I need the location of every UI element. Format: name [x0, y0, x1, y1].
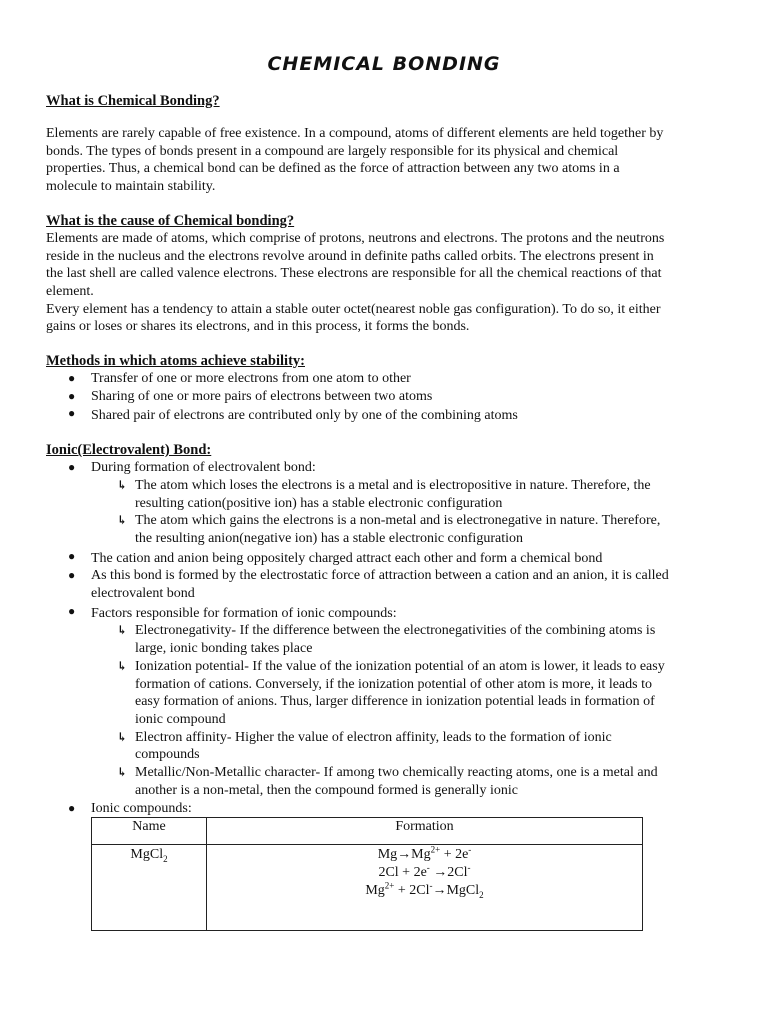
sub-list-item: ↳ Electron affinity- Higher the value of electron affinity, leads to the formation of ionic compounds: [117, 729, 612, 763]
table-row: [92, 845, 643, 931]
arrow-bullet-icon: ↳: [117, 765, 128, 780]
compound-name-cell: MgCl$_2$: [92, 845, 207, 931]
list-item: ● Ionic compounds:: [68, 800, 192, 816]
bullet-icon: ●: [68, 371, 76, 386]
arrow-bullet-icon: ↳: [117, 658, 128, 673]
list-item: ● As this bond is formed by the electrostatic force of attraction between a cation and an anion, it is called electrovalent bond: [68, 568, 669, 602]
sub-list: [91, 477, 718, 548]
methods-list: [46, 370, 718, 425]
equation-line: 2Cl + 2e- →2Cl-: [378, 862, 471, 880]
equation-line: $Mg^{2+}$ + 2Cl-→MgCl$_2$: [365, 879, 484, 900]
section-heading-methods: Methods in which atoms achieve stability:: [46, 353, 305, 370]
arrow-bullet-icon: ↳: [117, 477, 128, 492]
arrow-bullet-icon: ↳: [117, 729, 128, 744]
doc-title: CHEMICAL BONDING: [267, 53, 501, 75]
arrow-bullet-icon: ↳: [117, 623, 128, 638]
sub-list-item: ↳ Electronegativity- If the difference between the electronegativities of the combining atoms is large, ionic bonding takes place: [117, 623, 656, 657]
section-heading-ionic: Ionic(Electrovalent) Bond:: [46, 442, 212, 459]
sub-list-item: ↳ Ionization potential- If the value of the ionization potential of an atom is lower, it leads to easy formation of cations. Conversely, if the ionization potential of other atom is more, it leads to easy formation of anions. Thus, larger difference in ionization potential leads in formation of ionic compound: [117, 658, 665, 727]
document-body: [46, 92, 718, 931]
table-header-row: [92, 818, 643, 845]
ionic-list: [46, 459, 718, 817]
sub-list: [91, 622, 718, 799]
sub-list-item: ↳ The atom which loses the electrons is a metal and is electropositive in nature. Therefore, the resulting cation(positive ion) has a stable electronic configuration: [117, 477, 651, 511]
list-item: ● During formation of electrovalent bond: ↳ The atom which loses the electrons is a metal and is electropositive in nature. Therefore, the resulting cation(positive ion) has a stable electronic configuration ↳ The atom which gains the electrons is a non-metal and is electronegative in nature. Therefore, the resulting anion(negative ion) has a stable electronic configuration: [46, 459, 718, 548]
list-item: ● Transfer of one or more electrons from one atom to other: [68, 371, 411, 387]
bullet-icon: ●: [68, 460, 76, 475]
sub-list-item: ↳ Metallic/Non-Metallic character- If among two chemically reacting atoms, one is a metal and another is a non-metal, then the compound formed is generally ionic: [117, 765, 658, 798]
list-item: ● Sharing of one or more pairs of electrons between two atoms: [68, 388, 433, 404]
bullet-icon: ●: [68, 568, 76, 583]
section-heading-what-is: What is Chemical Bonding?: [46, 93, 220, 109]
list-item: ● The cation and anion being oppositely charged attract each other and form a chemical bond: [68, 548, 603, 566]
paragraph-what-is: Elements are rarely capable of free existence. In a compound, atoms of different elements are held together by bonds. The types of bonds present in a compound are largely responsible for its physical and chemical properties. Thus, a chemical bond can be defined as the force of attraction between any two atoms in a molecule to maintain stability.: [46, 126, 664, 195]
bullet-icon: ●: [68, 388, 76, 403]
section-heading-cause: What is the cause of Chemical bonding?: [46, 212, 295, 229]
equation-line: $Mg\to Mg^{2+} + 2e^-$: [377, 844, 472, 863]
ionic-compounds-table: [91, 817, 643, 931]
paragraph-cause: Elements are made of atoms, which comprise of protons, neutrons and electrons. The protons and the neutrons reside in the nucleus and the electrons revolve around in definite paths called orbits. The electrons present in the last shell are called valence electrons. These electrons are responsible for all the chemical reactions of that element. Every element has a tendency to attain a stable outer octet(nearest noble gas configuration). To do so, it either gains or loses or shares its electrons, and in this process, it forms the bonds.: [46, 230, 665, 335]
arrow-bullet-icon: ↳: [117, 513, 128, 528]
bullet-icon: ●: [68, 406, 76, 421]
list-item: ● Factors responsible for formation of ionic compounds: ↳ Electronegativity- If the difference between the electronegativities of the combining atoms is large, ionic bonding takes place ↳ Ionization potential- If the value of the ionization potential of an atom is lower, it leads to easy formation of cations. Conversely, if the ionization potential of other atom is more, it leads to easy formation of anions. Thus, larger difference in ionization potential leads in formation of ionic compound ↳ Electron affinity- Higher the value of electron affinity, leads to the formation of ionic compounds ↳ Metallic/Non-Metallic character- If among two chemically reacting atoms, one is a metal and another is a non-metal, then the compound formed is generally ionic: [46, 603, 718, 800]
bullet-icon: ●: [68, 548, 76, 563]
column-header-formation: Formation: [207, 818, 643, 845]
bullet-icon: ●: [68, 603, 76, 618]
formation-cell: [207, 845, 643, 931]
column-header-name: Name: [92, 818, 207, 845]
list-item: ● Shared pair of electrons are contributed only by one of the combining atoms: [68, 406, 518, 424]
bullet-icon: ●: [68, 800, 76, 815]
sub-list-item: ↳ The atom which gains the electrons is a non-metal and is electronegative in nature. Therefore, the resulting anion(negative ion) has a stable electronic configuration: [117, 513, 661, 546]
